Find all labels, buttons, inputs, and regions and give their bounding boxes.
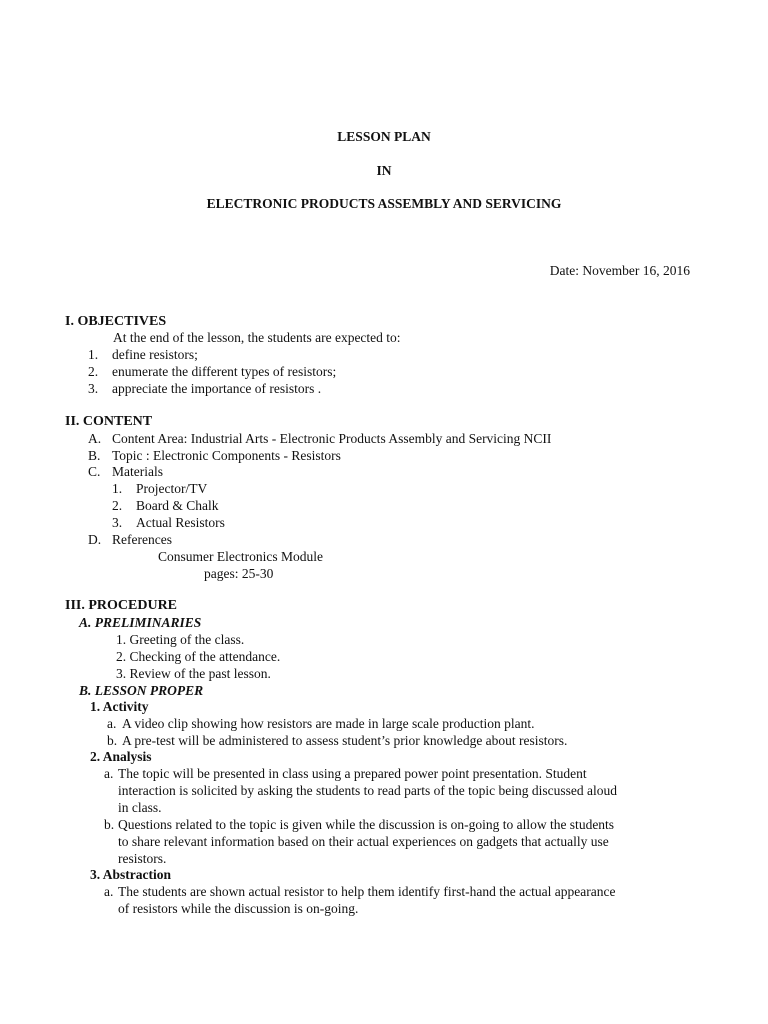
analysis-item-line: in class. bbox=[118, 800, 162, 815]
abstraction-heading: 3. Abstraction bbox=[90, 867, 171, 882]
preliminary-item: 2. Checking of the attendance. bbox=[116, 649, 281, 664]
material-number: 2. bbox=[112, 498, 123, 513]
content-area: Content Area: Industrial Arts - Electronic Products Assembly and Servicing NCII bbox=[112, 431, 552, 446]
abstraction-marker: a. bbox=[104, 884, 114, 899]
analysis-item-line: Questions related to the topic is given while the discussion is on-going to allow the students bbox=[118, 817, 615, 832]
material-number: 1. bbox=[112, 481, 123, 496]
content-marker-a: A. bbox=[88, 431, 102, 446]
content-references-label: References bbox=[112, 532, 172, 547]
analysis-marker: a. bbox=[104, 766, 114, 781]
activity-heading: 1. Activity bbox=[90, 699, 149, 714]
content-heading: II. CONTENT bbox=[65, 414, 153, 429]
title-line-1: LESSON PLAN bbox=[337, 129, 431, 144]
abstraction-item-line: The students are shown actual resistor to help them identify first-hand the actual appearance bbox=[118, 884, 616, 899]
analysis-item-line: resistors. bbox=[118, 851, 167, 866]
content-marker-d: D. bbox=[88, 532, 102, 547]
objectives-heading: I. OBJECTIVES bbox=[65, 314, 167, 329]
reference-pages: pages: 25-30 bbox=[204, 566, 274, 581]
procedure-heading: III. PROCEDURE bbox=[65, 598, 178, 613]
material-item: Board & Chalk bbox=[136, 498, 219, 513]
objectives-intro: At the end of the lesson, the students are expected to: bbox=[113, 330, 401, 345]
objective-number: 2. bbox=[88, 364, 99, 379]
objective-item: define resistors; bbox=[112, 347, 198, 362]
material-item: Projector/TV bbox=[136, 481, 208, 496]
analysis-item-line: to share relevant information based on their actual experiences on gadgets that actually use bbox=[118, 834, 609, 849]
objective-number: 3. bbox=[88, 381, 99, 396]
lesson-proper-heading: B. LESSON PROPER bbox=[79, 683, 204, 698]
preliminaries-heading: A. PRELIMINARIES bbox=[79, 615, 202, 630]
content-marker-c: C. bbox=[88, 464, 101, 479]
objective-item: appreciate the importance of resistors . bbox=[112, 381, 322, 396]
content-topic: Topic : Electronic Components - Resistors bbox=[112, 448, 341, 463]
content-materials-label: Materials bbox=[112, 464, 163, 479]
preliminary-item: 1. Greeting of the class. bbox=[116, 632, 245, 647]
abstraction-item-line: of resistors while the discussion is on-going. bbox=[118, 901, 359, 916]
title-line-2: IN bbox=[376, 163, 392, 178]
analysis-marker: b. bbox=[104, 817, 115, 832]
lesson-date: Date: November 16, 2016 bbox=[549, 263, 690, 278]
analysis-heading: 2. Analysis bbox=[90, 749, 152, 764]
objective-number: 1. bbox=[88, 347, 99, 362]
material-number: 3. bbox=[112, 515, 123, 530]
preliminary-item: 3. Review of the past lesson. bbox=[116, 666, 271, 681]
activity-item: A pre-test will be administered to assess student’s prior knowledge about resistors. bbox=[122, 733, 568, 748]
reference-title: Consumer Electronics Module bbox=[158, 549, 323, 564]
activity-marker: b. bbox=[107, 733, 118, 748]
analysis-item-line: interaction is solicited by asking the students to read parts of the topic being discussed aloud bbox=[118, 783, 618, 798]
analysis-item-line: The topic will be presented in class using a prepared power point presentation. Student bbox=[118, 766, 587, 781]
content-marker-b: B. bbox=[88, 448, 101, 463]
objective-item: enumerate the different types of resistors; bbox=[112, 364, 337, 379]
material-item: Actual Resistors bbox=[136, 515, 225, 530]
activity-item: A video clip showing how resistors are made in large scale production plant. bbox=[122, 716, 535, 731]
activity-marker: a. bbox=[107, 716, 117, 731]
title-line-3: ELECTRONIC PRODUCTS ASSEMBLY AND SERVICING bbox=[206, 196, 562, 211]
